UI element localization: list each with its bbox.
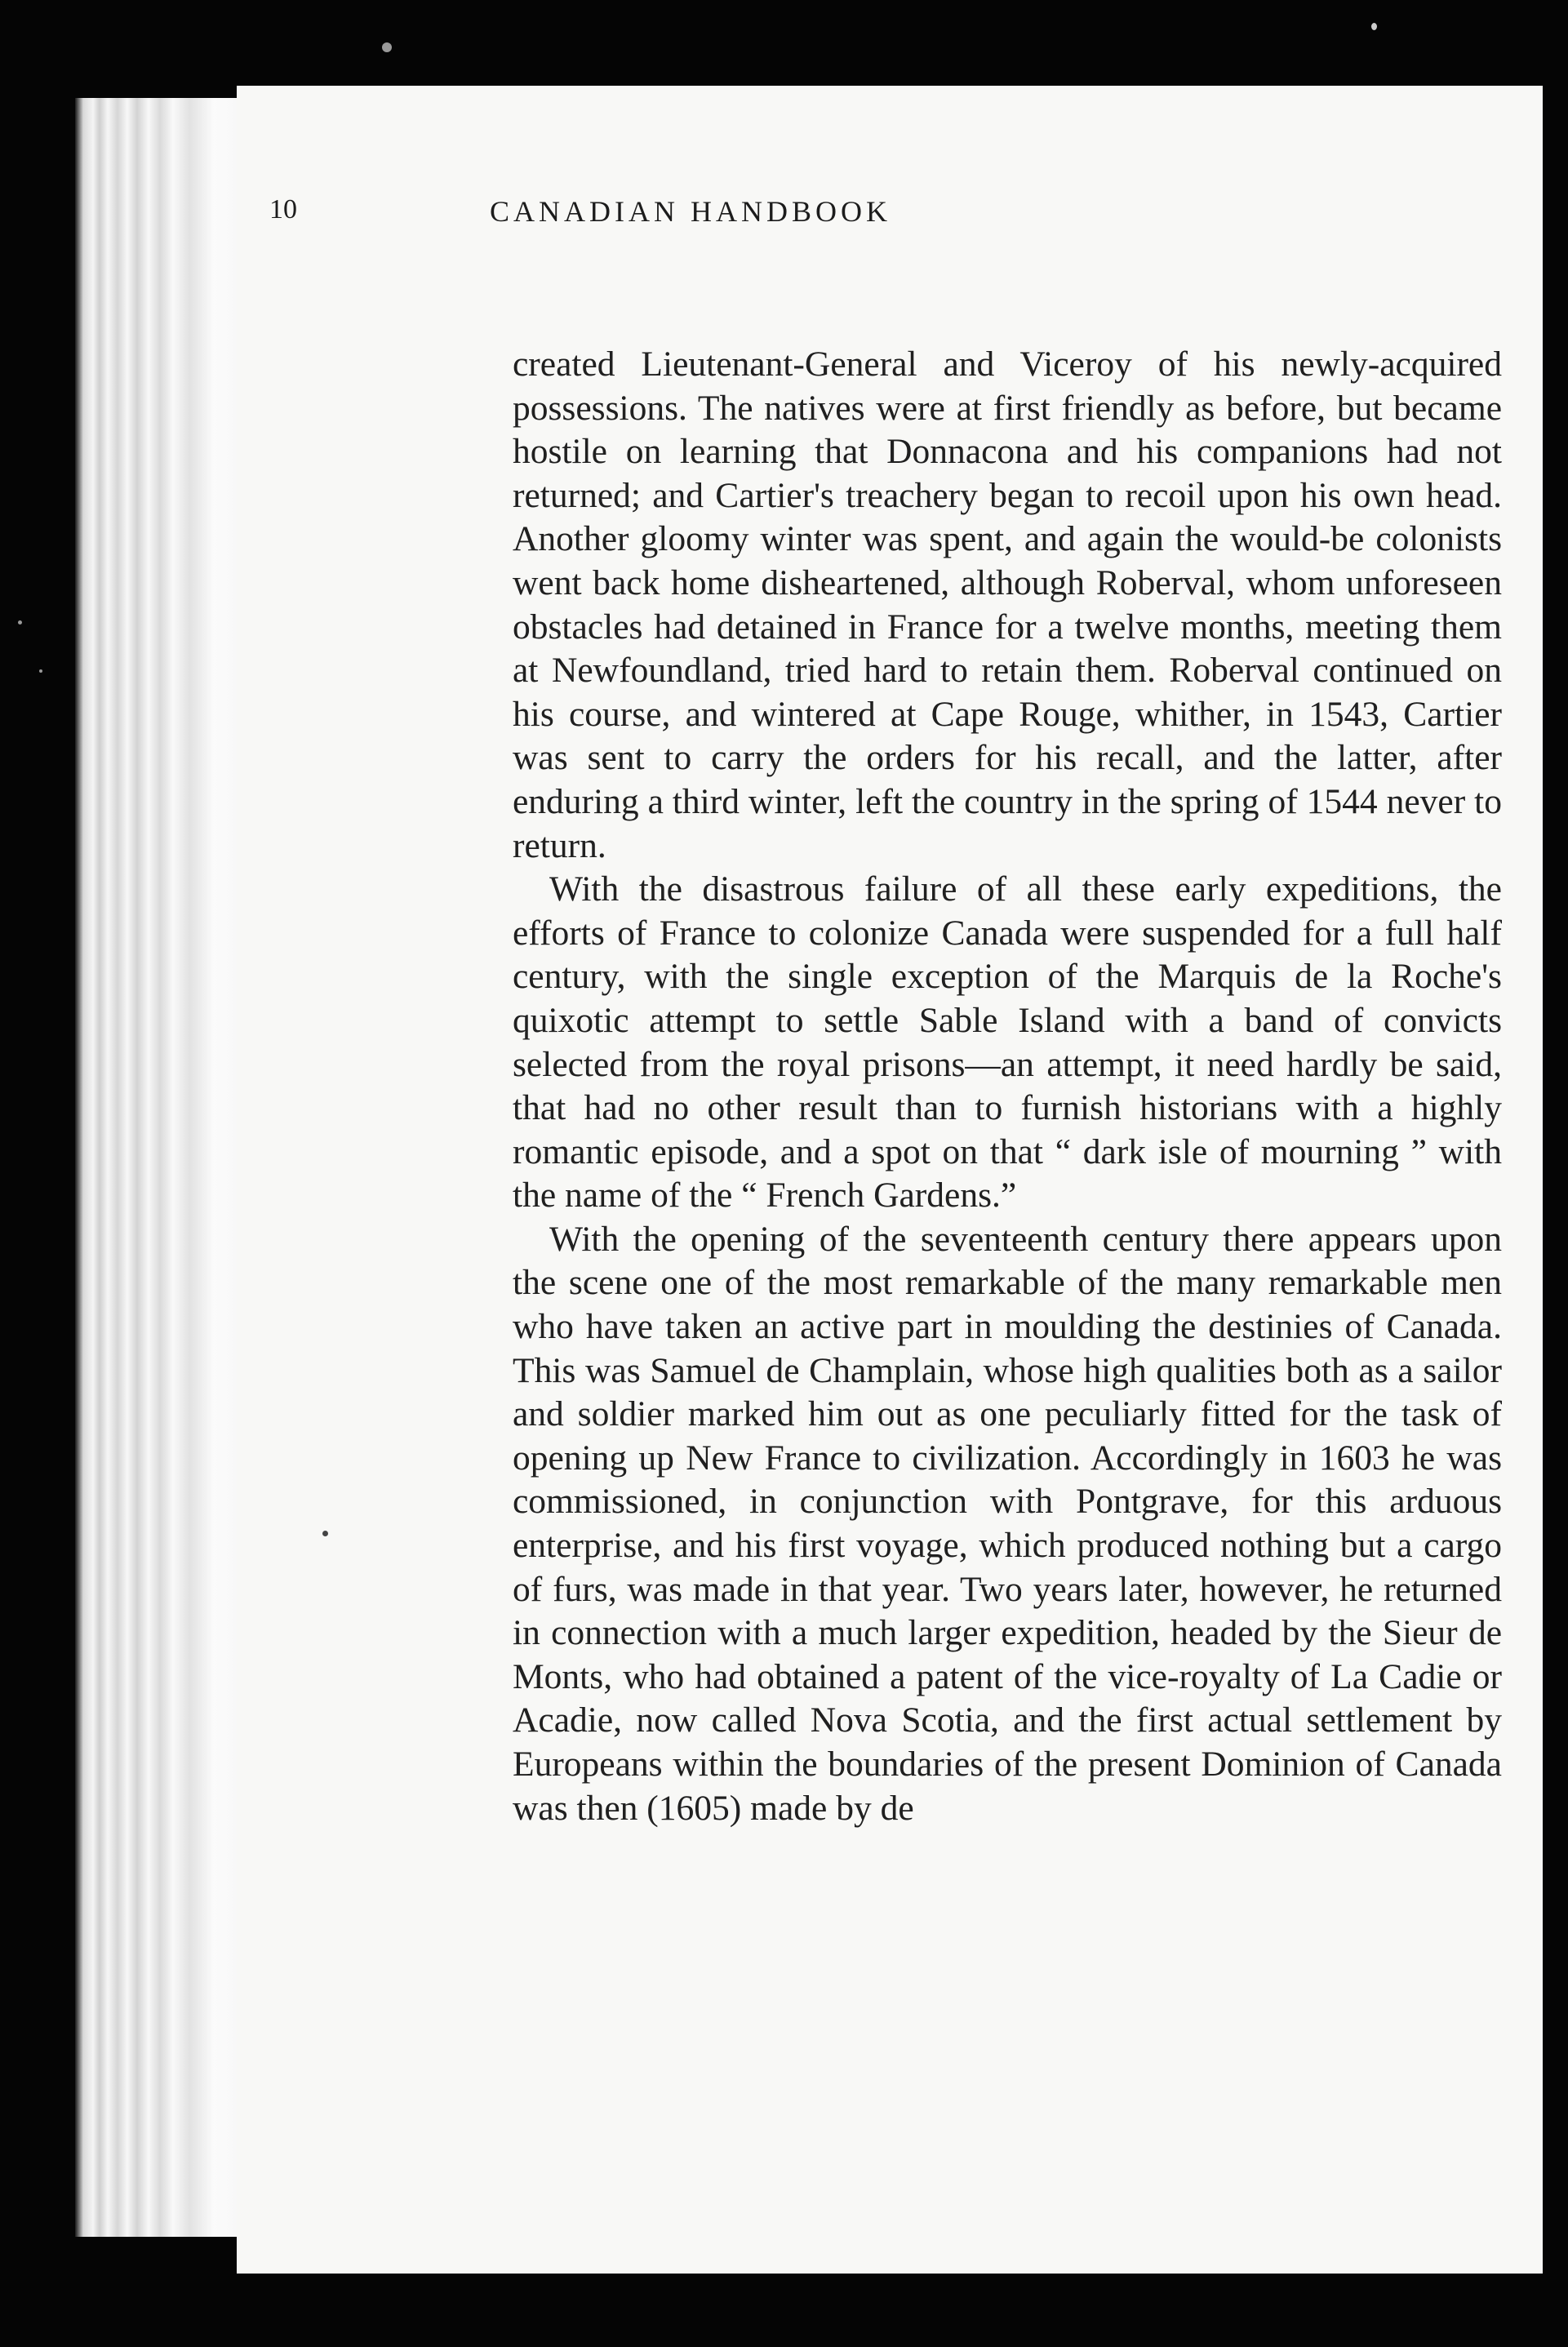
page-edges — [75, 98, 247, 2237]
speck — [1371, 23, 1377, 30]
body-text — [513, 343, 1502, 1830]
page-header — [269, 194, 1249, 251]
page-number: 10 — [269, 194, 297, 224]
speck — [18, 620, 22, 625]
speck — [322, 1531, 328, 1536]
speck — [39, 669, 42, 673]
paragraph: With the opening of the seventeenth century there appears upon the scene one of the most remarkable of the many remarkable men who have taken an active part in moulding the destinies of Canada. This was Samuel de Champlain, whose high qualities both as a sailor and soldier marked him out as one peculiarly fitted for the task of opening up New France to civilization. Accordingly in 1603 he was commissioned, in conjunction with Pontgrave, for this arduous enterprise, and his first voyage, which produced nothing but a cargo of furs, was made in that year. Two years later, however, he returned in connection with a much larger expedition, headed by the Sieur de Monts, who had obtained a patent of the vice-royalty of La Cadie or Acadie, now called Nova Scotia, and the first actual settlement by Europeans within the boundaries of the present Dominion of Canada was then (1605) made by de — [513, 1219, 1502, 1828]
paragraph: With the disastrous failure of all these early expeditions, the efforts of France to colonize Canada were suspended for a full half century, with the single exception of the Marquis de la Roche's quixotic attempt to settle Sable Island with a band of convicts selected from the royal prisons—an attempt, it need hardly be said, that had no other result than to furnish historians with a highly romantic episode, and a spot on that “ dark isle of mourning ” with the name of the “ French Gardens.” — [513, 869, 1502, 1216]
speck — [382, 42, 392, 52]
paragraph: created Lieutenant-General and Viceroy of his newly-acquired possessions. The natives were at first friendly as before, but became hostile on learning that Donnacona and his companions had not returned; and Cartier's treachery began to recoil upon his own head. Another gloomy winter was spent, and again the would-be colonists went back home disheartened, although Roberval, whom unforeseen obstacles had detained in France for a twelve months, meeting them at Newfoundland, tried hard to retain them. Roberval continued on his course, and wintered at Cape Rouge, whither, in 1543, Cartier was sent to carry the orders for his recall, and the latter, after enduring a third winter, left the country in the spring of 1544 never to return. — [513, 344, 1502, 865]
running-head: CANADIAN HANDBOOK — [490, 195, 891, 228]
